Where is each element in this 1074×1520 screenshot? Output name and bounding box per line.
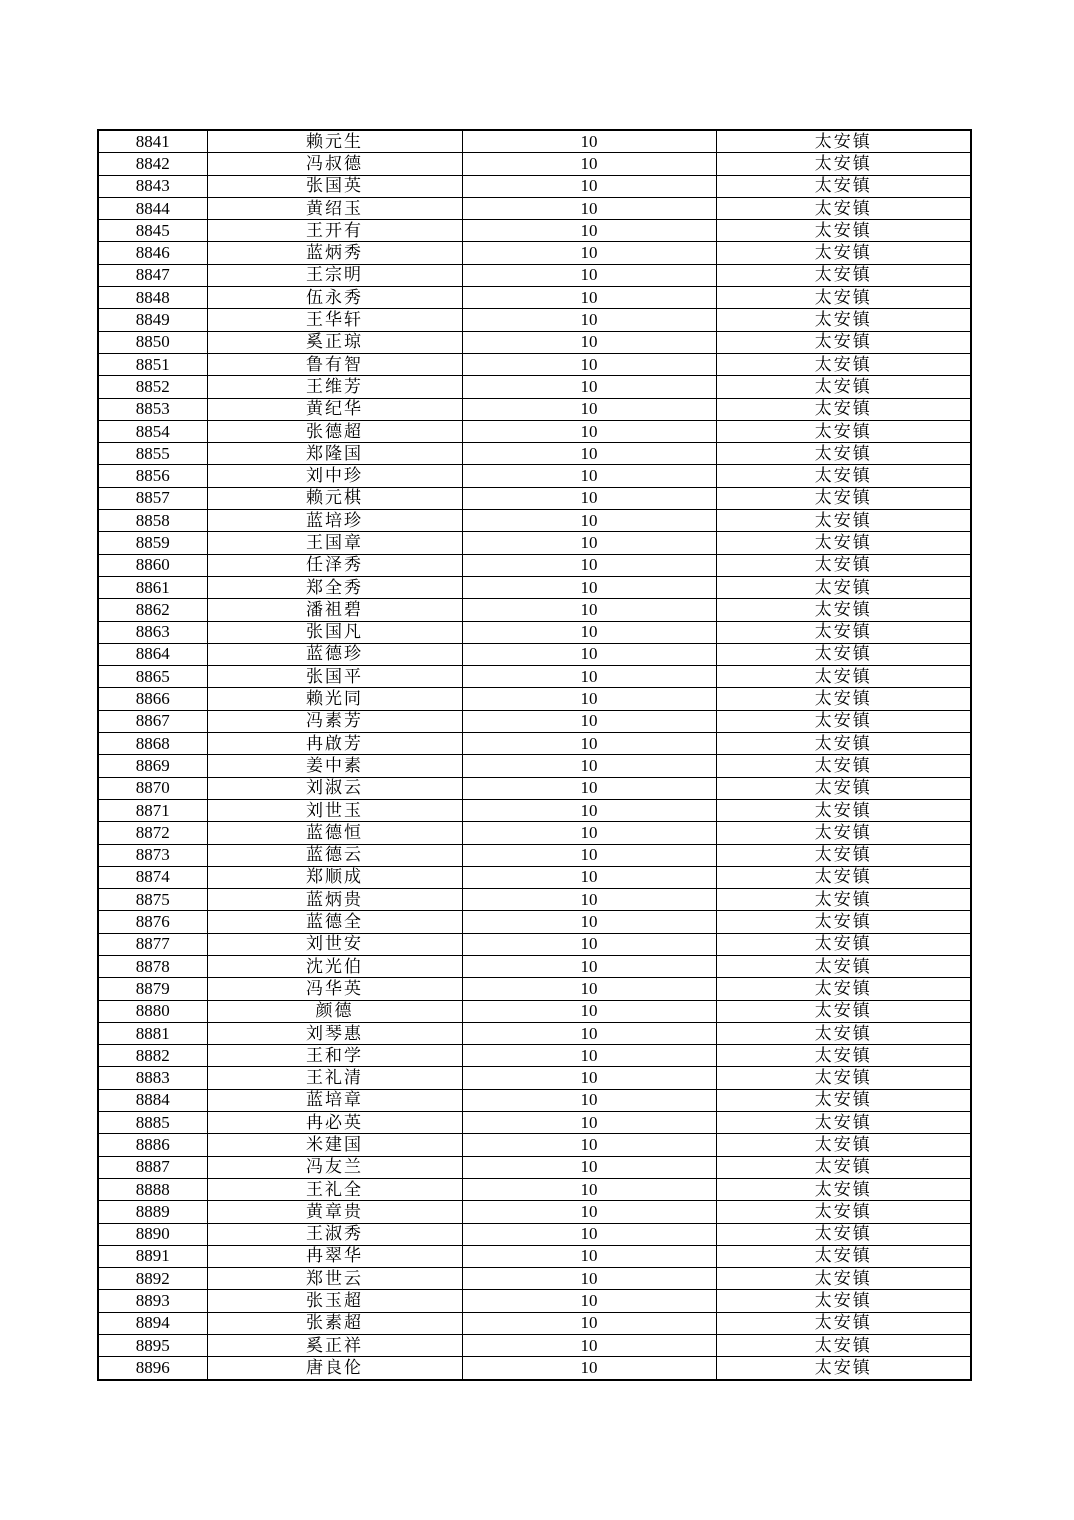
row-number-cell: 8876 — [98, 911, 207, 933]
person-name-cell: 赖元生 — [207, 130, 462, 153]
person-name-cell: 蓝炳贵 — [207, 889, 462, 911]
table-row — [98, 1112, 971, 1134]
table-row — [98, 1312, 971, 1334]
town-cell: 太安镇 — [716, 1357, 971, 1380]
town-cell: 太安镇 — [716, 733, 971, 755]
town-cell: 太安镇 — [716, 153, 971, 175]
table-row — [98, 197, 971, 219]
table-row — [98, 220, 971, 242]
table-row — [98, 643, 971, 665]
town-cell: 太安镇 — [716, 1067, 971, 1089]
table-row — [98, 576, 971, 598]
amount-cell: 10 — [462, 777, 716, 799]
person-name-cell: 郑全秀 — [207, 576, 462, 598]
table-row — [98, 866, 971, 888]
document-page — [97, 129, 970, 1381]
amount-cell: 10 — [462, 710, 716, 732]
town-cell: 太安镇 — [716, 688, 971, 710]
town-cell: 太安镇 — [716, 666, 971, 688]
row-number-cell: 8895 — [98, 1335, 207, 1357]
row-number-cell: 8879 — [98, 978, 207, 1000]
amount-cell: 10 — [462, 1067, 716, 1089]
row-number-cell: 8864 — [98, 643, 207, 665]
row-number-cell: 8888 — [98, 1178, 207, 1200]
amount-cell: 10 — [462, 220, 716, 242]
town-cell: 太安镇 — [716, 532, 971, 554]
table-row — [98, 1067, 971, 1089]
town-cell: 太安镇 — [716, 866, 971, 888]
table-row — [98, 955, 971, 977]
amount-cell: 10 — [462, 1357, 716, 1380]
table-row — [98, 443, 971, 465]
person-name-cell: 王华轩 — [207, 309, 462, 331]
person-name-cell: 王和学 — [207, 1045, 462, 1067]
row-number-cell: 8883 — [98, 1067, 207, 1089]
town-cell: 太安镇 — [716, 1223, 971, 1245]
person-name-cell: 郑顺成 — [207, 866, 462, 888]
amount-cell: 10 — [462, 1045, 716, 1067]
town-cell: 太安镇 — [716, 978, 971, 1000]
town-cell: 太安镇 — [716, 889, 971, 911]
row-number-cell: 8843 — [98, 175, 207, 197]
amount-cell: 10 — [462, 911, 716, 933]
person-name-cell: 冉必英 — [207, 1112, 462, 1134]
town-cell: 太安镇 — [716, 220, 971, 242]
town-cell: 太安镇 — [716, 844, 971, 866]
amount-cell: 10 — [462, 955, 716, 977]
amount-cell: 10 — [462, 1022, 716, 1044]
town-cell: 太安镇 — [716, 1290, 971, 1312]
town-cell: 太安镇 — [716, 287, 971, 309]
person-name-cell: 王宗明 — [207, 264, 462, 286]
town-cell: 太安镇 — [716, 1178, 971, 1200]
person-name-cell: 潘祖碧 — [207, 599, 462, 621]
row-number-cell: 8866 — [98, 688, 207, 710]
table-row — [98, 733, 971, 755]
town-cell: 太安镇 — [716, 242, 971, 264]
town-cell: 太安镇 — [716, 1268, 971, 1290]
table-row — [98, 532, 971, 554]
town-cell: 太安镇 — [716, 1156, 971, 1178]
row-number-cell: 8853 — [98, 398, 207, 420]
town-cell: 太安镇 — [716, 398, 971, 420]
row-number-cell: 8852 — [98, 376, 207, 398]
person-name-cell: 姜中素 — [207, 755, 462, 777]
town-cell: 太安镇 — [716, 1201, 971, 1223]
town-cell: 太安镇 — [716, 755, 971, 777]
person-name-cell: 蓝德恒 — [207, 822, 462, 844]
amount-cell: 10 — [462, 1156, 716, 1178]
amount-cell: 10 — [462, 554, 716, 576]
amount-cell: 10 — [462, 1268, 716, 1290]
person-name-cell: 王礼清 — [207, 1067, 462, 1089]
person-name-cell: 张国平 — [207, 666, 462, 688]
person-name-cell: 张素超 — [207, 1312, 462, 1334]
row-number-cell: 8859 — [98, 532, 207, 554]
table-row — [98, 1268, 971, 1290]
row-number-cell: 8894 — [98, 1312, 207, 1334]
person-name-cell: 黄纪华 — [207, 398, 462, 420]
row-number-cell: 8882 — [98, 1045, 207, 1067]
table-row — [98, 777, 971, 799]
table-row — [98, 1000, 971, 1022]
town-cell: 太安镇 — [716, 621, 971, 643]
amount-cell: 10 — [462, 978, 716, 1000]
table-row — [98, 844, 971, 866]
person-name-cell: 冯华英 — [207, 978, 462, 1000]
table-row — [98, 710, 971, 732]
town-cell: 太安镇 — [716, 1000, 971, 1022]
amount-cell: 10 — [462, 309, 716, 331]
person-name-cell: 王开有 — [207, 220, 462, 242]
town-cell: 太安镇 — [716, 443, 971, 465]
town-cell: 太安镇 — [716, 197, 971, 219]
town-cell: 太安镇 — [716, 353, 971, 375]
town-cell: 太安镇 — [716, 710, 971, 732]
row-number-cell: 8871 — [98, 799, 207, 821]
row-number-cell: 8873 — [98, 844, 207, 866]
row-number-cell: 8874 — [98, 866, 207, 888]
amount-cell: 10 — [462, 688, 716, 710]
row-number-cell: 8890 — [98, 1223, 207, 1245]
amount-cell: 10 — [462, 599, 716, 621]
table-row — [98, 130, 971, 153]
roster-table — [97, 129, 972, 1381]
table-row — [98, 1201, 971, 1223]
table-row — [98, 933, 971, 955]
person-name-cell: 颜德 — [207, 1000, 462, 1022]
table-row — [98, 666, 971, 688]
row-number-cell: 8850 — [98, 331, 207, 353]
table-row — [98, 1178, 971, 1200]
amount-cell: 10 — [462, 733, 716, 755]
amount-cell: 10 — [462, 1223, 716, 1245]
town-cell: 太安镇 — [716, 1134, 971, 1156]
town-cell: 太安镇 — [716, 1022, 971, 1044]
row-number-cell: 8870 — [98, 777, 207, 799]
row-number-cell: 8862 — [98, 599, 207, 621]
amount-cell: 10 — [462, 1089, 716, 1111]
amount-cell: 10 — [462, 175, 716, 197]
row-number-cell: 8845 — [98, 220, 207, 242]
table-row — [98, 264, 971, 286]
row-number-cell: 8854 — [98, 420, 207, 442]
person-name-cell: 任泽秀 — [207, 554, 462, 576]
amount-cell: 10 — [462, 1245, 716, 1267]
amount-cell: 10 — [462, 1201, 716, 1223]
amount-cell: 10 — [462, 889, 716, 911]
person-name-cell: 蓝培章 — [207, 1089, 462, 1111]
table-row — [98, 1223, 971, 1245]
table-row — [98, 1156, 971, 1178]
person-name-cell: 鲁有智 — [207, 353, 462, 375]
amount-cell: 10 — [462, 666, 716, 688]
town-cell: 太安镇 — [716, 465, 971, 487]
person-name-cell: 王淑秀 — [207, 1223, 462, 1245]
town-cell: 太安镇 — [716, 1312, 971, 1334]
amount-cell: 10 — [462, 487, 716, 509]
person-name-cell: 刘琴惠 — [207, 1022, 462, 1044]
amount-cell: 10 — [462, 353, 716, 375]
amount-cell: 10 — [462, 1112, 716, 1134]
person-name-cell: 郑世云 — [207, 1268, 462, 1290]
person-name-cell: 沈光伯 — [207, 955, 462, 977]
person-name-cell: 蓝德云 — [207, 844, 462, 866]
amount-cell: 10 — [462, 1290, 716, 1312]
row-number-cell: 8885 — [98, 1112, 207, 1134]
amount-cell: 10 — [462, 933, 716, 955]
amount-cell: 10 — [462, 443, 716, 465]
amount-cell: 10 — [462, 130, 716, 153]
table-row — [98, 1134, 971, 1156]
town-cell: 太安镇 — [716, 822, 971, 844]
row-number-cell: 8869 — [98, 755, 207, 777]
amount-cell: 10 — [462, 532, 716, 554]
town-cell: 太安镇 — [716, 1045, 971, 1067]
amount-cell: 10 — [462, 1134, 716, 1156]
row-number-cell: 8863 — [98, 621, 207, 643]
person-name-cell: 伍永秀 — [207, 287, 462, 309]
person-name-cell: 蓝炳秀 — [207, 242, 462, 264]
row-number-cell: 8842 — [98, 153, 207, 175]
table-row — [98, 175, 971, 197]
row-number-cell: 8872 — [98, 822, 207, 844]
amount-cell: 10 — [462, 331, 716, 353]
table-row — [98, 331, 971, 353]
row-number-cell: 8860 — [98, 554, 207, 576]
person-name-cell: 赖光同 — [207, 688, 462, 710]
row-number-cell: 8896 — [98, 1357, 207, 1380]
town-cell: 太安镇 — [716, 1112, 971, 1134]
row-number-cell: 8892 — [98, 1268, 207, 1290]
town-cell: 太安镇 — [716, 643, 971, 665]
person-name-cell: 刘淑云 — [207, 777, 462, 799]
town-cell: 太安镇 — [716, 175, 971, 197]
amount-cell: 10 — [462, 153, 716, 175]
town-cell: 太安镇 — [716, 487, 971, 509]
person-name-cell: 张国英 — [207, 175, 462, 197]
row-number-cell: 8846 — [98, 242, 207, 264]
row-number-cell: 8880 — [98, 1000, 207, 1022]
row-number-cell: 8887 — [98, 1156, 207, 1178]
table-row — [98, 1245, 971, 1267]
row-number-cell: 8858 — [98, 510, 207, 532]
person-name-cell: 蓝德珍 — [207, 643, 462, 665]
person-name-cell: 蓝培珍 — [207, 510, 462, 532]
amount-cell: 10 — [462, 643, 716, 665]
row-number-cell: 8889 — [98, 1201, 207, 1223]
person-name-cell: 赖元棋 — [207, 487, 462, 509]
table-row — [98, 398, 971, 420]
row-number-cell: 8856 — [98, 465, 207, 487]
row-number-cell: 8841 — [98, 130, 207, 153]
row-number-cell: 8886 — [98, 1134, 207, 1156]
person-name-cell: 张玉超 — [207, 1290, 462, 1312]
town-cell: 太安镇 — [716, 1335, 971, 1357]
table-row — [98, 1089, 971, 1111]
amount-cell: 10 — [462, 1178, 716, 1200]
table-row — [98, 978, 971, 1000]
person-name-cell: 米建国 — [207, 1134, 462, 1156]
row-number-cell: 8891 — [98, 1245, 207, 1267]
person-name-cell: 刘中珍 — [207, 465, 462, 487]
person-name-cell: 唐良伦 — [207, 1357, 462, 1380]
table-row — [98, 465, 971, 487]
table-row — [98, 911, 971, 933]
row-number-cell: 8851 — [98, 353, 207, 375]
town-cell: 太安镇 — [716, 264, 971, 286]
table-row — [98, 153, 971, 175]
person-name-cell: 刘世玉 — [207, 799, 462, 821]
table-row — [98, 688, 971, 710]
amount-cell: 10 — [462, 1000, 716, 1022]
table-row — [98, 420, 971, 442]
row-number-cell: 8849 — [98, 309, 207, 331]
person-name-cell: 蓝德全 — [207, 911, 462, 933]
table-row — [98, 1357, 971, 1380]
person-name-cell: 奚正祥 — [207, 1335, 462, 1357]
amount-cell: 10 — [462, 264, 716, 286]
row-number-cell: 8881 — [98, 1022, 207, 1044]
amount-cell: 10 — [462, 420, 716, 442]
town-cell: 太安镇 — [716, 599, 971, 621]
row-number-cell: 8865 — [98, 666, 207, 688]
table-row — [98, 1335, 971, 1357]
town-cell: 太安镇 — [716, 911, 971, 933]
table-row — [98, 755, 971, 777]
amount-cell: 10 — [462, 465, 716, 487]
person-name-cell: 王国章 — [207, 532, 462, 554]
row-number-cell: 8893 — [98, 1290, 207, 1312]
town-cell: 太安镇 — [716, 777, 971, 799]
person-name-cell: 郑隆国 — [207, 443, 462, 465]
table-row — [98, 889, 971, 911]
amount-cell: 10 — [462, 844, 716, 866]
town-cell: 太安镇 — [716, 376, 971, 398]
amount-cell: 10 — [462, 866, 716, 888]
town-cell: 太安镇 — [716, 933, 971, 955]
table-row — [98, 822, 971, 844]
person-name-cell: 王维芳 — [207, 376, 462, 398]
amount-cell: 10 — [462, 510, 716, 532]
amount-cell: 10 — [462, 621, 716, 643]
row-number-cell: 8861 — [98, 576, 207, 598]
person-name-cell: 奚正琼 — [207, 331, 462, 353]
town-cell: 太安镇 — [716, 955, 971, 977]
town-cell: 太安镇 — [716, 331, 971, 353]
amount-cell: 10 — [462, 376, 716, 398]
row-number-cell: 8848 — [98, 287, 207, 309]
amount-cell: 10 — [462, 1335, 716, 1357]
table-row — [98, 1022, 971, 1044]
row-number-cell: 8857 — [98, 487, 207, 509]
roster-table-body — [98, 130, 971, 1380]
amount-cell: 10 — [462, 287, 716, 309]
person-name-cell: 张德超 — [207, 420, 462, 442]
table-row — [98, 1045, 971, 1067]
town-cell: 太安镇 — [716, 554, 971, 576]
row-number-cell: 8877 — [98, 933, 207, 955]
row-number-cell: 8867 — [98, 710, 207, 732]
row-number-cell: 8868 — [98, 733, 207, 755]
row-number-cell: 8884 — [98, 1089, 207, 1111]
person-name-cell: 王礼全 — [207, 1178, 462, 1200]
amount-cell: 10 — [462, 822, 716, 844]
table-row — [98, 621, 971, 643]
person-name-cell: 冉啟芳 — [207, 733, 462, 755]
amount-cell: 10 — [462, 755, 716, 777]
town-cell: 太安镇 — [716, 420, 971, 442]
amount-cell: 10 — [462, 1312, 716, 1334]
person-name-cell: 黄绍玉 — [207, 197, 462, 219]
town-cell: 太安镇 — [716, 309, 971, 331]
table-row — [98, 1290, 971, 1312]
amount-cell: 10 — [462, 398, 716, 420]
person-name-cell: 冯友兰 — [207, 1156, 462, 1178]
amount-cell: 10 — [462, 576, 716, 598]
table-row — [98, 309, 971, 331]
person-name-cell: 张国凡 — [207, 621, 462, 643]
table-row — [98, 599, 971, 621]
table-row — [98, 353, 971, 375]
row-number-cell: 8878 — [98, 955, 207, 977]
amount-cell: 10 — [462, 242, 716, 264]
town-cell: 太安镇 — [716, 130, 971, 153]
table-row — [98, 242, 971, 264]
town-cell: 太安镇 — [716, 1245, 971, 1267]
row-number-cell: 8875 — [98, 889, 207, 911]
row-number-cell: 8855 — [98, 443, 207, 465]
person-name-cell: 冯素芳 — [207, 710, 462, 732]
town-cell: 太安镇 — [716, 1089, 971, 1111]
table-row — [98, 554, 971, 576]
person-name-cell: 冉翠华 — [207, 1245, 462, 1267]
person-name-cell: 黄章贵 — [207, 1201, 462, 1223]
table-row — [98, 287, 971, 309]
person-name-cell: 冯叔德 — [207, 153, 462, 175]
table-row — [98, 487, 971, 509]
person-name-cell: 刘世安 — [207, 933, 462, 955]
row-number-cell: 8844 — [98, 197, 207, 219]
town-cell: 太安镇 — [716, 799, 971, 821]
amount-cell: 10 — [462, 197, 716, 219]
amount-cell: 10 — [462, 799, 716, 821]
table-row — [98, 376, 971, 398]
town-cell: 太安镇 — [716, 510, 971, 532]
table-row — [98, 799, 971, 821]
table-row — [98, 510, 971, 532]
row-number-cell: 8847 — [98, 264, 207, 286]
town-cell: 太安镇 — [716, 576, 971, 598]
